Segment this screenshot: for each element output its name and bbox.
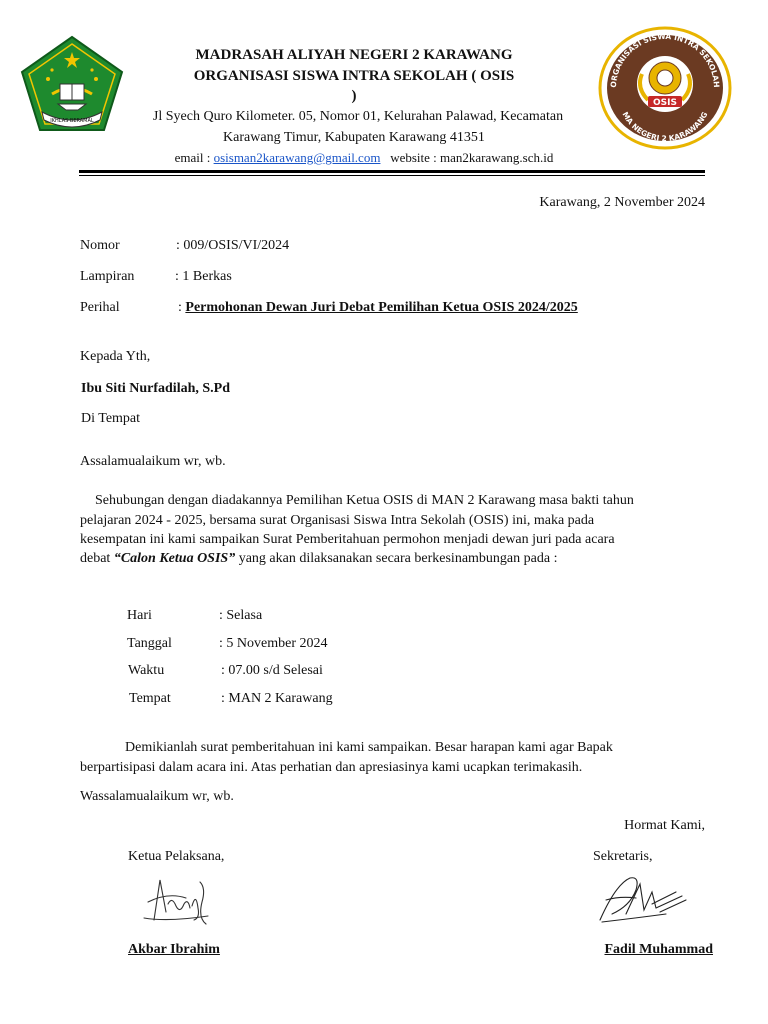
body-line-4-pre: debat bbox=[80, 551, 114, 566]
address-line-1: Jl Syech Quro Kilometer. 05, Nomor 01, Kelurahan Palawad, Kecamatan bbox=[152, 109, 564, 124]
meta-nomor-label: Nomor bbox=[80, 238, 120, 253]
svg-text:MA NEGERI 2 KARAWANG: MA NEGERI 2 KARAWANG bbox=[620, 110, 710, 144]
recipient-name: Ibu Siti Nurfadilah, S.Pd bbox=[81, 381, 230, 396]
body-line-1: Sehubungan dengan diadakannya Pemilihan Ketua OSIS di MAN 2 Karawang masa bakti tahun bbox=[95, 493, 634, 508]
perihal-subject: Permohonan Dewan Juri Debat Pemilihan Ketua OSIS 2024/2025 bbox=[185, 300, 578, 315]
header-rule-thick bbox=[79, 170, 705, 173]
body-line-4 bbox=[80, 549, 557, 569]
osis-logo-label: OSIS bbox=[653, 98, 677, 108]
body-line-4-post: yang akan dilaksanakan secara berkesinambungan pada : bbox=[235, 551, 558, 566]
signature-1-image bbox=[138, 862, 218, 932]
event-date-value: : 5 November 2024 bbox=[219, 636, 328, 651]
website-text: website : man2karawang.sch.id bbox=[390, 150, 554, 165]
address-line-2: Karawang Timur, Kabupaten Karawang 41351 bbox=[223, 130, 485, 145]
body-line-3: kesempatan ini kami sampaikan Surat Pemberitahuan permohon menjadi dewan juri pada acara bbox=[80, 532, 615, 547]
school-name: MADRASAH ALIYAH NEGERI 2 KARAWANG bbox=[195, 47, 513, 63]
opening-salutation: Assalamualaikum wr, wb. bbox=[80, 454, 226, 469]
closing-line-2: berpartisipasi dalam acara ini. Atas perhatian dan apresiasinya kami ucapkan terimakasih. bbox=[80, 760, 583, 775]
svg-text:IKHLAS BERAMAL: IKHLAS BERAMAL bbox=[50, 118, 94, 124]
event-day-value: : Selasa bbox=[219, 608, 263, 623]
event-day-label: Hari bbox=[127, 608, 152, 623]
body-line-2: pelajaran 2024 - 2025, bersama surat Organisasi Siswa Intra Sekolah (OSIS) ini, maka pada bbox=[80, 513, 595, 528]
organization-name: ORGANISASI SISWA INTRA SEKOLAH ( OSIS bbox=[193, 68, 515, 84]
signature-2-image bbox=[596, 870, 692, 928]
event-place-label: Tempat bbox=[129, 691, 171, 706]
recipient-greeting: Kepada Yth, bbox=[80, 349, 151, 364]
signer-1-role: Ketua Pelaksana, bbox=[128, 849, 225, 864]
meta-lampiran-label: Lampiran bbox=[80, 269, 135, 284]
email-link[interactable]: osisman2karawang@gmail.com bbox=[213, 150, 381, 165]
meta-lampiran-value: : 1 Berkas bbox=[175, 269, 232, 284]
signer-2-name: Fadil Muhammad bbox=[604, 942, 713, 957]
recipient-place: Di Tempat bbox=[81, 411, 141, 426]
svg-text:ORGANISASI SISWA INTRA SEKOLAH: ORGANISASI SISWA INTRA SEKOLAH bbox=[608, 31, 722, 88]
meta-nomor-value: : 009/OSIS/VI/2024 bbox=[176, 238, 290, 253]
signer-2-role: Sekretaris, bbox=[593, 849, 653, 864]
event-time-label: Waktu bbox=[128, 663, 165, 678]
closing-line-1: Demikianlah surat pemberitahuan ini kami sampaikan. Besar harapan kami agar Bapak bbox=[125, 740, 613, 755]
meta-perihal-value bbox=[178, 298, 578, 318]
meta-perihal-label: Perihal bbox=[80, 300, 120, 315]
event-date-label: Tanggal bbox=[127, 636, 172, 651]
letter-date: Karawang, 2 November 2024 bbox=[539, 195, 705, 210]
event-name-emphasis: “Calon Ketua OSIS” bbox=[113, 551, 236, 566]
closing-salutation: Wassalamualaikum wr, wb. bbox=[80, 789, 234, 804]
event-place-value: : MAN 2 Karawang bbox=[221, 691, 333, 706]
organization-name-continued: ) bbox=[351, 88, 357, 104]
perihal-colon: : bbox=[178, 300, 186, 315]
contact-line bbox=[0, 150, 748, 166]
signer-1-name: Akbar Ibrahim bbox=[128, 942, 220, 957]
email-label: email : bbox=[174, 150, 214, 165]
event-time-value: : 07.00 s/d Selesai bbox=[221, 663, 323, 678]
regards-text: Hormat Kami, bbox=[624, 818, 705, 833]
header-rule-thin bbox=[79, 175, 705, 176]
